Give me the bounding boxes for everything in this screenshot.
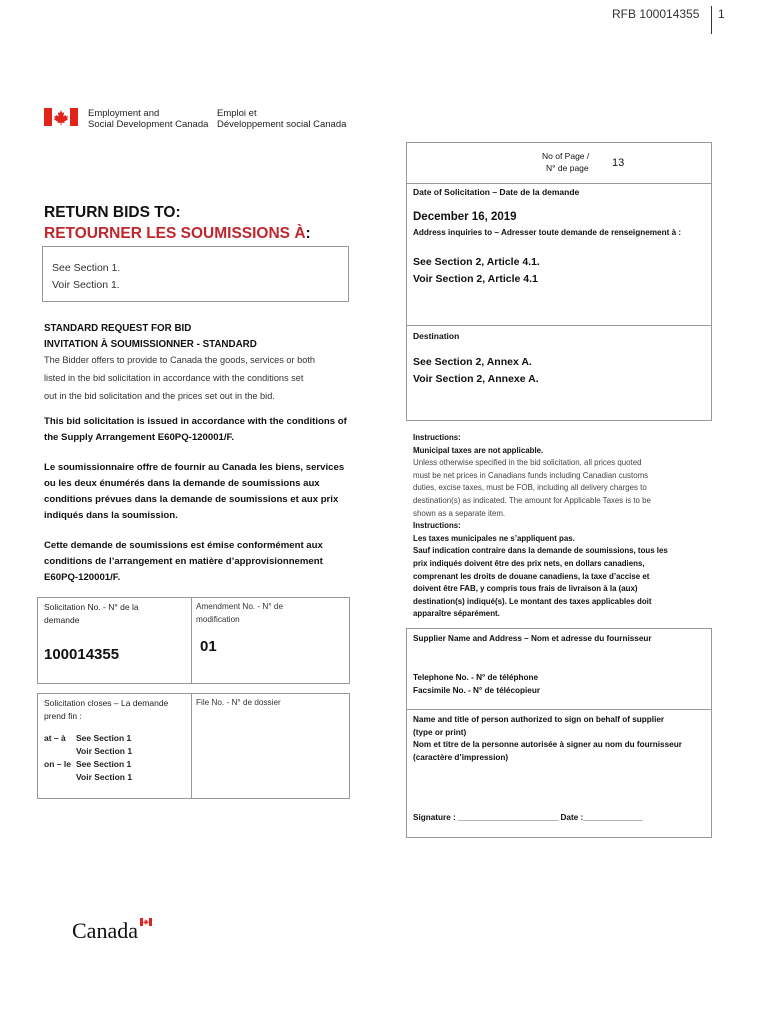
date-of-solicitation-value: December 16, 2019 bbox=[413, 211, 517, 223]
supply-arrangement-en: This bid solicitation is issued in accordance with the conditions of the Supply Arrangement E60PQ-120001/F. bbox=[44, 416, 347, 443]
closing-on-value: See Section 1 Voir Section 1 bbox=[76, 759, 133, 782]
standard-request-body-en: The Bidder offers to provide to Canada the goods, services or both listed in the bid solicitation in accordance with the conditions set out in the bid solicitation and the prices set out in the bid. bbox=[44, 355, 316, 401]
wordmark-flag-icon bbox=[140, 918, 152, 926]
supplier-name-label: Supplier Name and Address – Nom et adresse du fournisseur bbox=[413, 634, 652, 643]
page-count-label: No of Page / N° de page bbox=[542, 151, 590, 173]
amendment-number-label: Amendment No. - N° de modification bbox=[196, 602, 284, 624]
page-number: 1 bbox=[718, 7, 725, 21]
closing-at-label: at – à bbox=[44, 733, 66, 743]
canada-flag-icon bbox=[44, 108, 78, 126]
date-of-solicitation-label: Date of Solicitation – Date de la demande bbox=[413, 187, 580, 197]
destination-value: See Section 2, Annex A. Voir Section 2, Annexe A. bbox=[413, 356, 539, 385]
address-inquiries-value: See Section 2, Article 4.1. Voir Section 2, Article 4.1 bbox=[413, 256, 540, 285]
return-bids-title-fr: RETOURNER LES SOUMISSIONS À: bbox=[44, 225, 311, 242]
supply-arrangement-fr: Cette demande de soumissions est émise conformément aux conditions de l’arrangement en matière d’approvisionnement E60PQ-120001/F. bbox=[44, 540, 323, 583]
header-divider bbox=[711, 6, 712, 34]
page-count-value: 13 bbox=[612, 157, 625, 169]
bidder-offer-fr: Le soumissionnaire offre de fournir au Canada les biens, services ou les deux énumérés dans la demande de soumissions aux conditions prévues dans la demande de soumissions et aux prix indiqués dans la soumission. bbox=[44, 462, 345, 521]
file-number-label: File No. - N° de dossier bbox=[196, 698, 281, 707]
solicitation-number-value: 100014355 bbox=[44, 646, 120, 663]
instructions-block: Instructions: Municipal taxes are not applicable. Unless otherwise specified in the bid solicitation, all prices quoted must be net prices in Canadians funds including Canadian customs duties, excise taxes, must be FOB, including all delivery charges to destination(s) as indicated. The amount for Applicable Taxes is to be shown as a separate item. Instructions: Les taxes municipales ne s’appliquent pas. Sauf indication contraire dans la demande de soumissions, tous les prix indiqués doivent être des prix nets, en dollars canadiens, comprenant les droits de douane canadiens, la taxe d’accise et doivent être FAB, y compris tous frais de livraison à la (aux) destination(s) indiqué(s). Le montant des taxes applicables doit apparaître séparément. bbox=[413, 433, 668, 619]
closing-on-label: on – le bbox=[44, 759, 71, 769]
address-inquiries-label: Address inquiries to – Adresser toute demande de renseignement à : bbox=[413, 228, 682, 237]
signature-line: Signature : ______________________ Date :_____________ bbox=[413, 813, 643, 822]
solicitation-number-label: Solicitation No. - N° de la demande bbox=[44, 602, 139, 625]
destination-label: Destination bbox=[413, 331, 460, 341]
standard-request-title: STANDARD REQUEST FOR BID INVITATION À SOUMISSIONNER - STANDARD bbox=[44, 323, 257, 350]
amendment-number-value: 01 bbox=[200, 638, 217, 655]
department-name-fr: Emploi et Développement social Canada bbox=[217, 108, 347, 130]
closing-at-value: See Section 1 Voir Section 1 bbox=[76, 733, 133, 756]
department-name-en: Employment and Social Development Canada bbox=[88, 108, 209, 130]
return-bids-address-box: See Section 1. Voir Section 1. bbox=[42, 246, 349, 302]
canada-wordmark: Canada bbox=[72, 918, 138, 943]
rfb-number: RFB 100014355 bbox=[612, 7, 700, 21]
supplier-contact-labels: Telephone No. - N° de téléphone Facsimile No. - N° de télécopieur bbox=[413, 673, 541, 695]
solicitation-closes-label: Solicitation closes – La demande prend fin : bbox=[44, 698, 169, 721]
authorized-person-label: Name and title of person authorized to sign on behalf of supplier (type or print) Nom et titre de la personne autorisée à signer au nom du fournisseur (caractère d’impression) bbox=[413, 715, 682, 762]
return-bids-title-en: RETURN BIDS TO: bbox=[44, 204, 181, 221]
